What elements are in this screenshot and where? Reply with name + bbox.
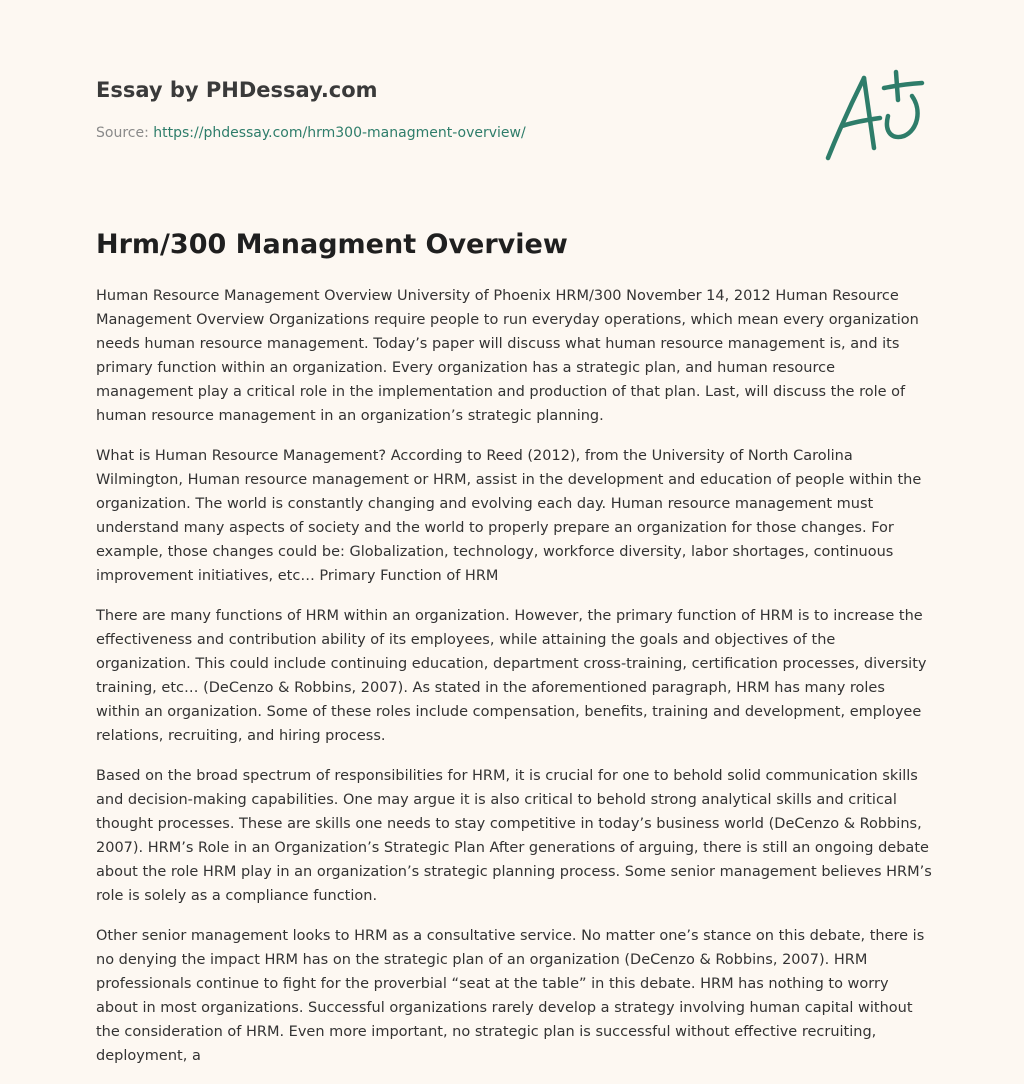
- essay-paragraph: Human Resource Management Overview University of Phoenix HRM/300 November 14, 2012 Human Resource Management Overview Organizations require people to run everyday operations, which mean every organization needs human resource management. Today’s paper will discuss what human resource management is, and its primary function within an organization. Every organization has a strategic plan, and human resource management play a critical role in the implementation and production of that plan. Last, will discuss the role of human resource management in an organization’s strategic planning.: [96, 288, 919, 424]
- essay-paragraph: There are many functions of HRM within an organization. However, the primary function of HRM is to increase the effectiveness and contribution ability of its employees, while attaining the goals and objectives of the organization. This could include continuing education, department cross-training, certification processes, diversity training, etc… (DeCenzo & Robbins, 2007). As stated in the aforementioned paragraph, HRM has many roles within an organization. Some of these roles include compensation, benefits, training and development, employee relations, recruiting, and hiring process.: [96, 608, 927, 744]
- site-brand: Essay by PHDessay.com: [96, 78, 378, 102]
- source-label: Source:: [96, 125, 149, 141]
- essay-paragraph: Based on the broad spectrum of responsibilities for HRM, it is crucial for one to behold solid communication skills and decision-making capabilities. One may argue it is also critical to behold strong analytical skills and critical thought processes. These are skills one needs to stay competitive in today’s business world (DeCenzo & Robbins, 2007). HRM’s Role in an Organization’s Strategic Plan After generations of arguing, there is still an ongoing debate about the role HRM play in an organization’s strategic planning process. Some senior management believes HRM’s role is solely as a compliance function.: [96, 768, 932, 904]
- essay-paragraph: Other senior management looks to HRM as a consultative service. No matter one’s stance on this debate, there is no denying the impact HRM has on the strategic plan of an organization (DeCenzo & Robbins, 2007). HRM professionals continue to fight for the proverbial “seat at the table” in this debate. HRM has nothing to worry about in most organizations. Successful organizations rarely develop a strategy involving human capital without the consideration of HRM. Even more important, no strategic plan is successful without effective recruiting, deployment, a: [96, 928, 925, 1064]
- essay-title: Hrm/300 Managment Overview: [96, 229, 568, 260]
- source-line: [96, 124, 796, 142]
- essay-body: [96, 284, 932, 1084]
- page-header: [96, 76, 796, 142]
- a-plus-logo-icon: [818, 66, 928, 166]
- essay-paragraph: What is Human Resource Management? According to Reed (2012), from the University of North Carolina Wilmington, Human resource management or HRM, assist in the development and education of people within the organization. The world is constantly changing and evolving each day. Human resource management must understand many aspects of society and the world to properly prepare an organization for those changes. For example, those changes could be: Globalization, technology, workforce diversity, labor shortages, continuous improvement initiatives, etc… Primary Function of HRM: [96, 448, 922, 584]
- source-link[interactable]: https://phdessay.com/hrm300-managment-overview/: [153, 125, 526, 141]
